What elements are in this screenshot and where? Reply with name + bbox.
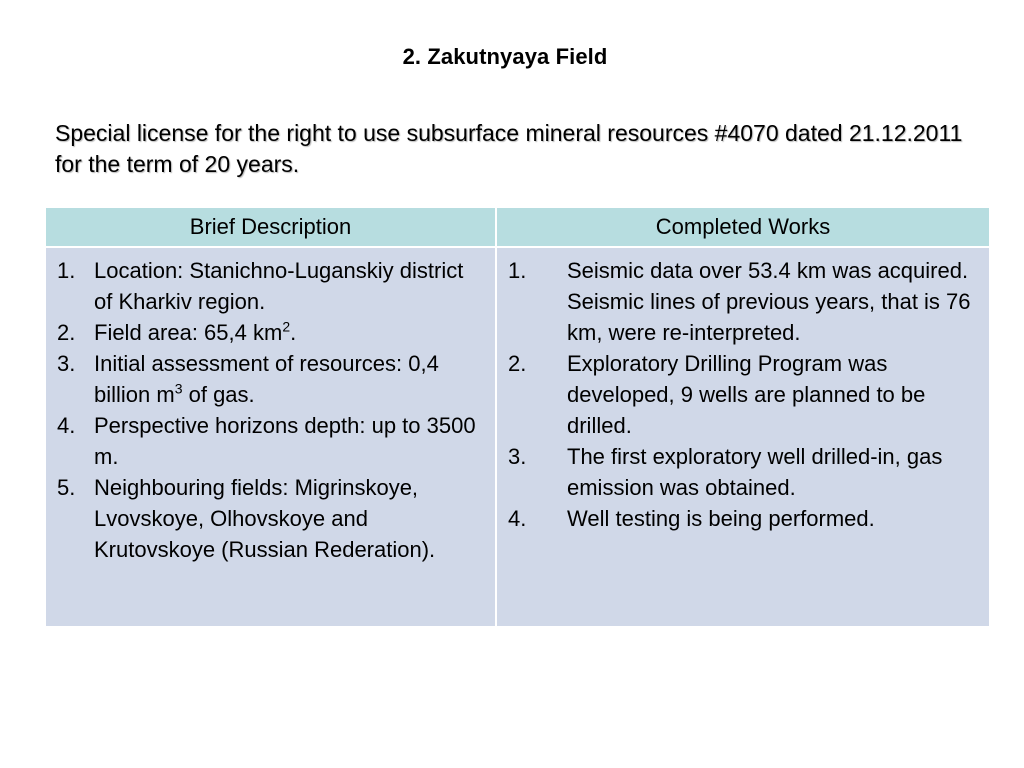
completed-works-cell	[496, 247, 990, 627]
list-item-text-after: of gas.	[182, 382, 255, 407]
page-title: 2. Zakutnyaya Field	[402, 44, 608, 69]
list-item-text: The first exploratory well drilled-in, gas emission was obtained.	[567, 444, 943, 500]
list-number: 3.	[57, 351, 76, 376]
list-number: 4.	[57, 413, 76, 438]
list-item-text: Field area: 65,4 km	[94, 320, 283, 345]
list-number: 1.	[508, 258, 527, 283]
list-item	[46, 255, 485, 317]
list-item	[497, 503, 979, 534]
list-number: 1.	[57, 258, 76, 283]
license-text: Special license for the right to use subsurface mineral resources #4070 dated 21.12.2011 for the term of 20 years.	[55, 120, 963, 177]
list-item-text: Neighbouring fields: Migrinskoye, Lvovskoye, Olhovskoye and Krutovskoye (Russian Rederation).	[94, 475, 436, 562]
list-item	[497, 441, 979, 503]
list-item-text: Well testing is being performed.	[567, 506, 875, 531]
list-number: 2.	[57, 320, 76, 345]
list-item	[46, 348, 485, 410]
completed-works-list	[497, 255, 989, 534]
list-number: 2.	[508, 351, 527, 376]
brief-description-cell	[45, 247, 496, 627]
header-completed-works: Completed Works	[496, 207, 990, 247]
list-item-text: Seismic data over 53.4 km was acquired. Seismic lines of previous years, that is 76 km, were re-interpreted.	[567, 258, 971, 345]
list-item	[46, 317, 485, 348]
list-item	[46, 472, 485, 565]
list-number: 5.	[57, 475, 76, 500]
list-item-text: Exploratory Drilling Program was developed, 9 wells are planned to be drilled.	[567, 351, 926, 438]
list-item	[497, 348, 979, 441]
field-table	[44, 206, 991, 628]
table-body-row	[45, 247, 990, 627]
list-item-text: Location: Stanichno-Luganskiy district of Kharkiv region.	[94, 258, 464, 314]
table-header-row	[45, 207, 990, 247]
list-item	[497, 255, 979, 348]
list-item-text: Initial assessment of resources: 0,4 billion m	[94, 351, 439, 407]
list-number: 3.	[508, 444, 527, 469]
header-brief-description: Brief Description	[45, 207, 496, 247]
brief-description-list	[46, 255, 495, 565]
superscript: 2	[282, 318, 291, 335]
superscript: 3	[174, 380, 183, 397]
list-item-text: Perspective horizons depth: up to 3500 m.	[94, 413, 476, 469]
list-item-text-after: .	[290, 320, 297, 345]
list-number: 4.	[508, 506, 527, 531]
list-item	[46, 410, 485, 472]
